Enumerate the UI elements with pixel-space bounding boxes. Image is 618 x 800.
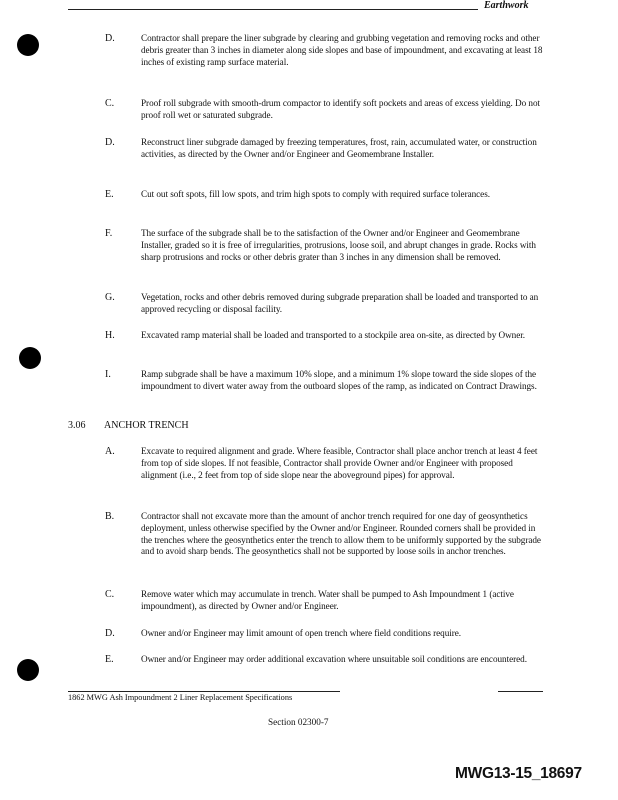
punch-hole-middle — [19, 347, 41, 369]
item-letter: G. — [105, 292, 115, 303]
footer-document-title: 1862 MWG Ash Impoundment 2 Liner Replacement Specifications — [68, 693, 293, 702]
item-text: Ramp subgrade shall be have a maximum 10% slope, and a minimum 1% slope toward the side slopes of the impoundment to divert water away from the outboard slopes of the ramp, as indicated on Contract Drawings. — [141, 369, 537, 391]
item-text: Owner and/or Engineer may order additional excavation where unsuitable soil conditions are encountered. — [141, 654, 527, 664]
footer-rule-left — [68, 691, 340, 692]
item-letter: E. — [105, 654, 114, 665]
item-letter: A. — [105, 446, 115, 457]
item-letter: C. — [105, 98, 115, 109]
item-letter: D. — [105, 137, 115, 148]
footer-section-number: Section 02300-7 — [268, 717, 329, 727]
item-letter: H. — [105, 330, 115, 341]
item-letter: F. — [105, 228, 113, 239]
header-title: Earthwork — [484, 0, 529, 11]
item-text: Excavated ramp material shall be loaded and transported to a stockpile area on-site, as directed by Owner. — [141, 330, 525, 340]
item-text: Cut out soft spots, fill low spots, and trim high spots to comply with required surface tolerances. — [141, 189, 490, 199]
document-id-stamp: MWG13-15_18697 — [455, 765, 582, 782]
item-letter: D. — [105, 33, 115, 44]
item-letter: D. — [105, 628, 115, 639]
item-text: Remove water which may accumulate in trench. Water shall be pumped to Ash Impoundment 1 (active impoundment), as directed by Owner and/or Engineer. — [141, 589, 514, 611]
item-text: Contractor shall not excavate more than the amount of anchor trench required for one day of geosynthetics deployment, unless otherwise specified by the Owner and/or Engineer. Rounded corners shall be provided in the trenches where the geosynthetics enter the trench to allow them to be uniformly supported by the subgrade and to avoid sharp bends. The geosynthetics shall not be supported by loose soils in anchor trenches. — [141, 511, 541, 557]
item-letter: C. — [105, 589, 115, 600]
section-number: 3.06 — [68, 420, 86, 431]
item-text: Proof roll subgrade with smooth-drum compactor to identify soft pockets and areas of excess yielding. Do not proof roll wet or saturated subgrade. — [141, 98, 541, 120]
punch-hole-top — [17, 34, 39, 56]
footer-rule-right — [498, 691, 543, 692]
item-letter: B. — [105, 511, 115, 522]
item-text: The surface of the subgrade shall be to the satisfaction of the Owner and/or Engineer and Geomembrane Installer, graded so it is free of irregularities, protrusions, loose soil, and abrupt changes in grade. Rocks with sharp protrusions and rocks or other debris grater than 3 inches in any dimension shall be removed. — [141, 228, 536, 262]
item-letter: I. — [105, 369, 111, 380]
item-text: Contractor shall prepare the liner subgrade by clearing and grubbing vegetation and removing rocks and other debris greater than 3 inches in diameter along side slopes and base of impoundment, and excavating at least 18 inches of existing ramp surface material. — [141, 33, 543, 67]
item-text: Owner and/or Engineer may limit amount of open trench where field conditions require. — [141, 628, 462, 638]
item-letter: E. — [105, 189, 114, 200]
item-text: Vegetation, rocks and other debris removed during subgrade preparation shall be loaded and transported to an approved recycling or disposal facility. — [141, 292, 539, 314]
header-rule — [68, 9, 478, 10]
section-title: ANCHOR TRENCH — [104, 420, 189, 431]
punch-hole-bottom — [17, 659, 39, 681]
item-text: Excavate to required alignment and grade. Where feasible, Contractor shall place anchor trench at least 4 feet from top of side slopes. If not feasible, Contractor shall provide Owner and/or Engineer with proposed alignment (i.e., 2 feet from top of side slope near the aboveground pipes) for approval. — [141, 446, 538, 480]
item-text: Reconstruct liner subgrade damaged by freezing temperatures, frost, rain, accumulated water, or construction activities, as directed by the Owner and/or Engineer and Geomembrane Installer. — [141, 137, 537, 159]
